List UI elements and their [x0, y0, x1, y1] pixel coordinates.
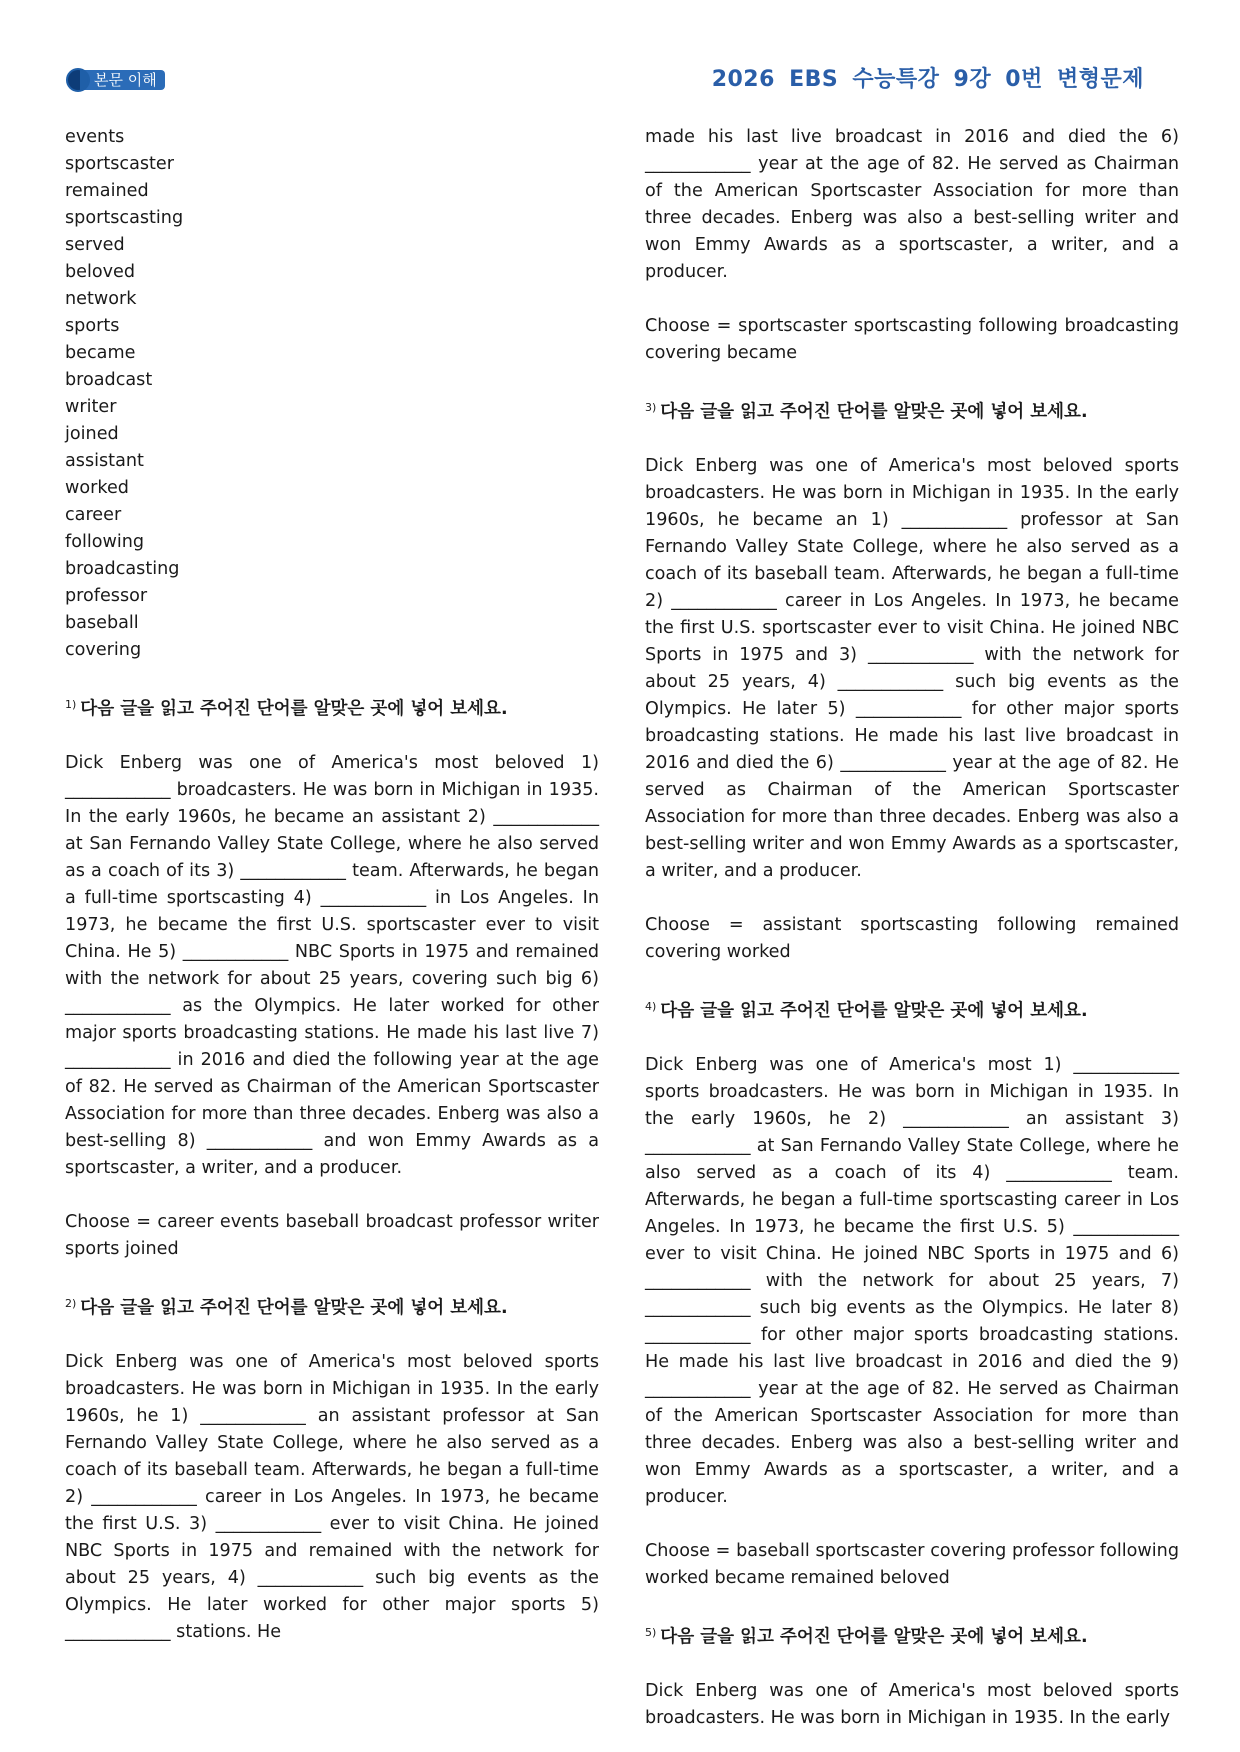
word-list-item: sportscasting [65, 208, 184, 228]
word-list-item: sports [65, 316, 120, 336]
question-2-passage-part-a: Dick Enberg was one of America's most beloved sports broadcasters. He was born in Michigan in 1935. In the early 1960s, he 1) ____________ an assistant professor at San Fernando Valley State College, where he also served as a coach of its baseball team. Afterwards, he began a full-time 2) ____________ career in Los Angeles. In 1973, he became the first U.S. 3) ____________ ever to visit China. He joined NBC Sports in 1975 and remained with the network for about 25 years, 4) ____________ such big events as the Olympics. He later worked for other major sports 5) ____________ stations. He [65, 1352, 599, 1642]
section-badge [66, 68, 165, 92]
question-5-passage: Dick Enberg was one of America's most beloved sports broadcasters. He was born in Michigan in 1935. In the early [645, 1681, 1179, 1728]
word-list-item: remained [65, 181, 149, 201]
question-4-heading [645, 993, 1179, 1025]
word-list-item: sportscaster [65, 154, 174, 174]
word-list-item: career [65, 505, 122, 525]
word-list-item: served [65, 235, 125, 255]
word-list-item: baseball [65, 613, 139, 633]
document-title: 2026 EBS 수능특강 9강 0번 변형문제 [711, 67, 1144, 92]
question-2-heading [65, 1290, 599, 1322]
question-number: 4) [645, 1000, 657, 1013]
question-4-passage: Dick Enberg was one of America's most 1) ____________ sports broadcasters. He was born in Michigan in 1935. In the early 1960s, he 2) ____________ an assistant 3) ____________ at San Fernando Valley State College, where he also served as a coach of its 4) ____________ team. Afterwards, he began a full-time sportscasting career in Los Angeles. In 1973, he became the first U.S. 5) ____________ ever to visit China. He joined NBC Sports in 1975 and 6) ____________ with the network for about 25 years, 7) ____________ such big events as the Olympics. He later 8) ____________ for other major sports broadcasting stations. He made his last live broadcast in 2016 and died the 9) ____________ year at the age of 82. He served as Chairman of the American Sportscaster Association for more than three decades. Enberg was also a best-selling writer and won Emmy Awards as a sportscaster, a writer, and a producer. [645, 1055, 1179, 1507]
question-3-passage: Dick Enberg was one of America's most beloved sports broadcasters. He was born in Michigan in 1935. In the early 1960s, he became an 1) ____________ professor at San Fernando Valley State College, where he also served as a coach of its baseball team. Afterwards, he began a full-time 2) ____________ career in Los Angeles. In 1973, he became the first U.S. sportscaster ever to visit China. He joined NBC Sports in 1975 and 3) ____________ with the network for about 25 years, 4) ____________ such big events as the Olympics. He later 5) ____________ for other major sports broadcasting stations. He made his last live broadcast in 2016 and died the 6) ____________ year at the age of 82. He served as Chairman of the American Sportscaster Association for more than three decades. Enberg was also a best-selling writer and won Emmy Awards as a sportscaster, a writer, and a producer. [645, 456, 1179, 881]
word-list-item: joined [65, 424, 119, 444]
question-number: 1) [65, 698, 77, 711]
section-badge-label: 본문 이해 [80, 70, 165, 90]
word-list-item: became [65, 343, 136, 363]
question-instruction: 다음 글을 읽고 주어진 단어를 알맞은 곳에 넣어 보세요. [660, 402, 1088, 422]
question-1-choices: Choose = career events baseball broadcast professor writer sports joined [65, 1212, 599, 1259]
word-list-item: events [65, 127, 125, 147]
question-2-passage-part-b: made his last live broadcast in 2016 and died the 6) ____________ year at the age of 82. He served as Chairman of the American Sportscaster Association for more than three decades. Enberg was also a best-selling writer and won Emmy Awards as a sportscaster, a writer, and a producer. [645, 127, 1179, 282]
page-header [0, 0, 1240, 110]
question-number: 2) [65, 1297, 77, 1310]
question-number: 3) [645, 401, 657, 414]
word-list-item: broadcast [65, 370, 153, 390]
word-list-item: following [65, 532, 145, 552]
question-2-choices: Choose = sportscaster sportscasting following broadcasting covering became [645, 316, 1179, 363]
word-list-item: worked [65, 478, 129, 498]
question-number: 5) [645, 1626, 657, 1639]
word-list-item: network [65, 289, 137, 309]
word-list-item: beloved [65, 262, 136, 282]
left-column [65, 124, 599, 1646]
question-instruction: 다음 글을 읽고 주어진 단어를 알맞은 곳에 넣어 보세요. [660, 1627, 1088, 1647]
right-column [645, 124, 1179, 1732]
question-1-heading [65, 691, 599, 723]
word-list-item: assistant [65, 451, 144, 471]
half-circle-icon [66, 68, 90, 92]
word-list-item: writer [65, 397, 117, 417]
question-instruction: 다음 글을 읽고 주어진 단어를 알맞은 곳에 넣어 보세요. [80, 699, 508, 719]
question-3-choices: Choose = assistant sportscasting following remained covering worked [645, 915, 1179, 962]
word-list-item: covering [65, 640, 142, 660]
question-4-choices: Choose = baseball sportscaster covering professor following worked became remained beloved [645, 1541, 1179, 1588]
word-list-item: professor [65, 586, 148, 606]
question-instruction: 다음 글을 읽고 주어진 단어를 알맞은 곳에 넣어 보세요. [660, 1001, 1088, 1021]
question-instruction: 다음 글을 읽고 주어진 단어를 알맞은 곳에 넣어 보세요. [80, 1298, 508, 1318]
question-3-heading [645, 394, 1179, 426]
word-list [65, 124, 599, 664]
question-1-passage: Dick Enberg was one of America's most beloved 1) ____________ broadcasters. He was born in Michigan in 1935. In the early 1960s, he became an assistant 2) ____________ at San Fernando Valley State College, where he also served as a coach of its 3) ____________ team. Afterwards, he began a full-time sportscasting 4) ____________ in Los Angeles. In 1973, he became the first U.S. sportscaster ever to visit China. He 5) ____________ NBC Sports in 1975 and remained with the network for about 25 years, covering such big 6) ____________ as the Olympics. He later worked for other major sports broadcasting stations. He made his last live 7) ____________ in 2016 and died the following year at the age of 82. He served as Chairman of the American Sportscaster Association for more than three decades. Enberg was also a best-selling 8) ____________ and won Emmy Awards as a sportscaster, a writer, and a producer. [65, 753, 599, 1178]
word-list-item: broadcasting [65, 559, 180, 579]
question-5-heading [645, 1619, 1179, 1651]
